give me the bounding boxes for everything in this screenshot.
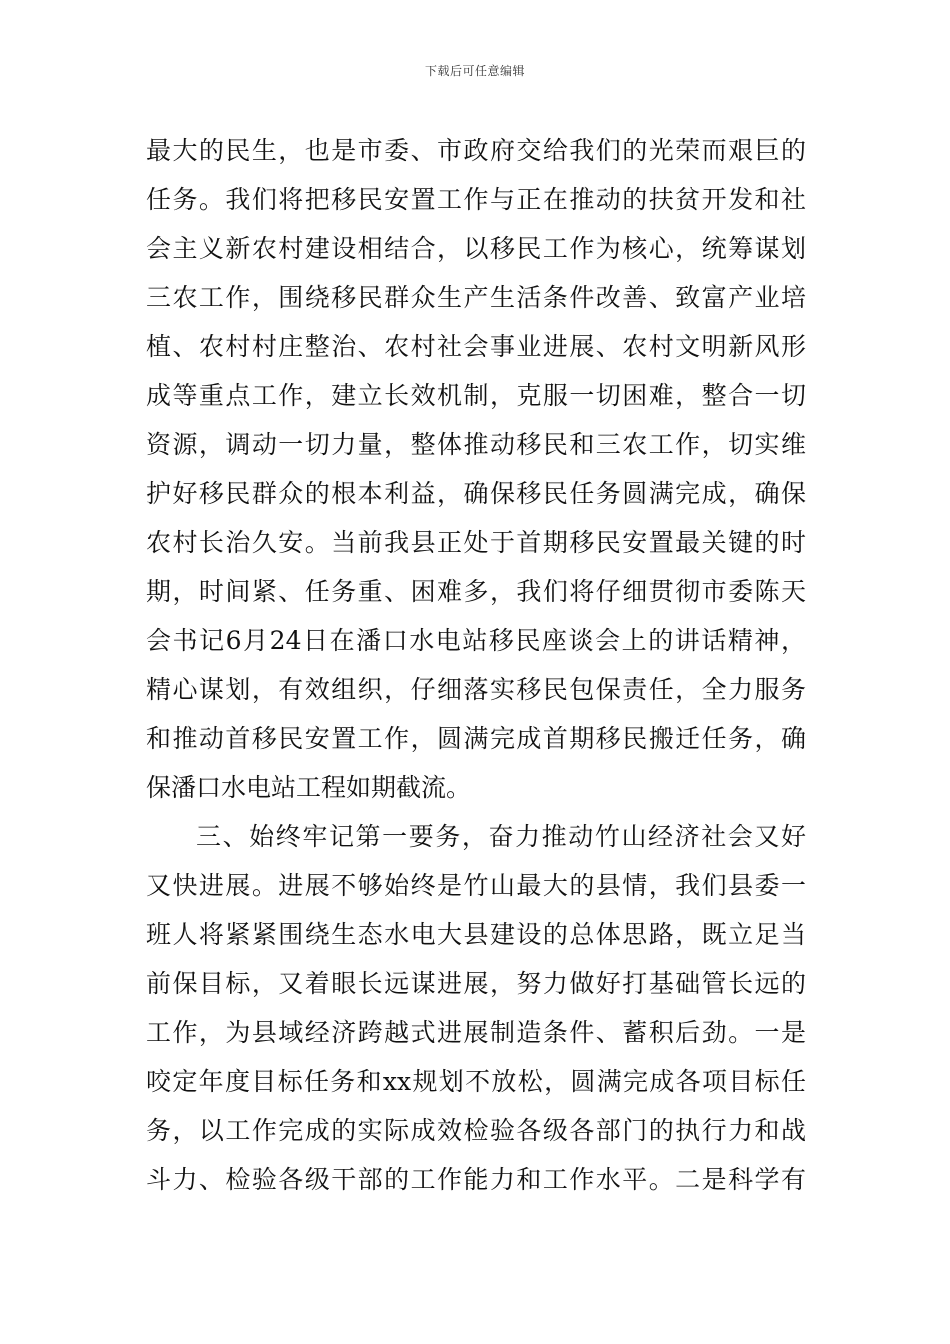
text-line: 期，时间紧、任务重、困难多，我们将仔细贯彻市委陈天 [146,577,806,606]
text-line: 植、农村村庄整治、农村社会事业进展、农村文明新风形 [146,332,806,361]
text-line: 咬定年度目标任务和xx规划不放松，圆满完成各项目标任 [146,1067,806,1096]
text-line: 又快进展。进展不够始终是竹山最大的县情，我们县委一 [146,871,806,900]
page-header: 下载后可任意编辑 [424,64,525,78]
text-line: 护好移民群众的根本利益，确保移民任务圆满完成，确保 [146,479,806,508]
paragraph-end-line: 保潘口水电站工程如期截流。 [146,773,472,802]
document-body [146,126,806,1204]
text-line: 任务。我们将把移民安置工作与正在推动的扶贫开发和社 [146,185,806,214]
text-line: 班人将紧紧围绕生态水电大县建设的总体思路，既立足当 [146,920,806,949]
text-line: 成等重点工作，建立长效机制，克服一切困难，整合一切 [146,381,806,410]
text-line: 资源，调动一切力量，整体推动移民和三农工作，切实维 [146,430,806,459]
text-line: 农村长治久安。当前我县正处于首期移民安置最关键的时 [146,528,806,557]
text-line: 会书记6月24日在潘口水电站移民座谈会上的讲话精神， [146,626,806,655]
text-line: 务，以工作完成的实际成效检验各级各部门的执行力和战 [146,1116,806,1145]
text-line: 会主义新农村建设相结合，以移民工作为核心，统筹谋划 [146,234,806,263]
text-line: 前保目标，又着眼长远谋进展，努力做好打基础管长远的 [146,969,806,998]
text-line: 最大的民生，也是市委、市政府交给我们的光荣而艰巨的 [146,136,806,165]
text-line: 三农工作，围绕移民群众生产生活条件改善、致富产业培 [146,283,806,312]
text-line: 和推动首移民安置工作，圆满完成首期移民搬迁任务，确 [146,724,806,753]
text-line: 精心谋划，有效组织，仔细落实移民包保责任，全力服务 [146,675,806,704]
text-line: 工作，为县域经济跨越式进展制造条件、蓄积后劲。一是 [146,1018,806,1047]
text-line: 斗力、检验各级干部的工作能力和工作水平。二是科学有 [146,1165,806,1194]
paragraph-start-line: 三、始终牢记第一要务，奋力推动竹山经济社会又好 [196,822,806,851]
